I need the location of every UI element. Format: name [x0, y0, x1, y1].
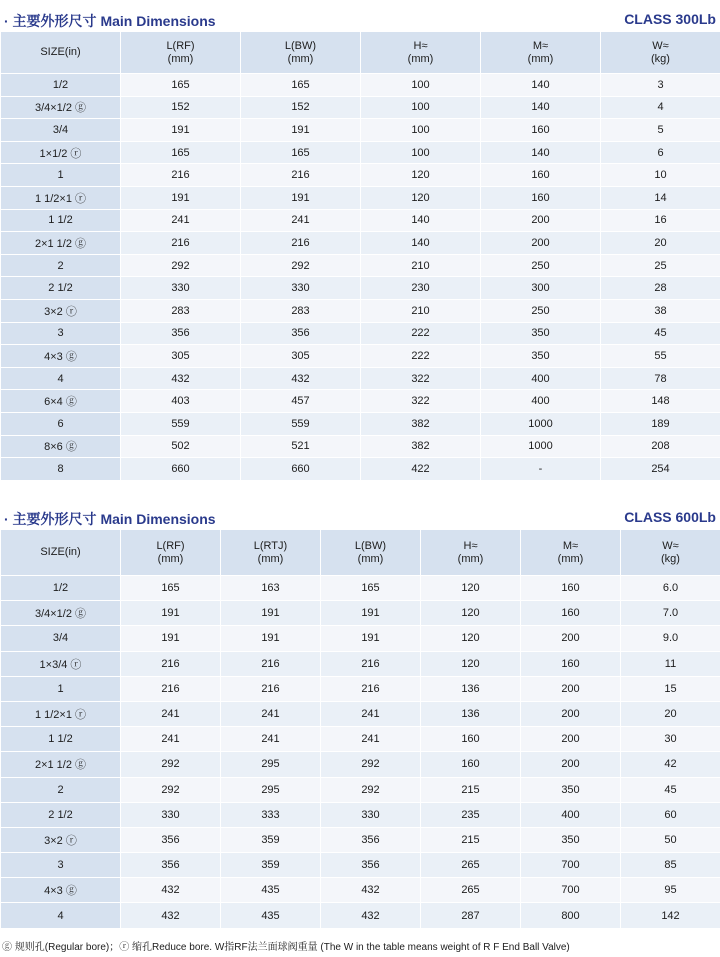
- table-row: [1, 74, 720, 97]
- value-cell: 6: [601, 141, 720, 164]
- value-cell: 160: [481, 186, 601, 209]
- size-cell: 1/2: [1, 576, 121, 601]
- size-cell: 3: [1, 322, 121, 345]
- value-cell: 432: [121, 903, 221, 928]
- value-cell: 359: [221, 853, 321, 878]
- size-cell: 1: [1, 676, 121, 701]
- value-cell: 165: [121, 576, 221, 601]
- value-cell: 16: [601, 209, 720, 232]
- size-cell: 8: [1, 458, 121, 481]
- value-cell: 140: [361, 232, 481, 255]
- value-cell: 6.0: [621, 576, 720, 601]
- value-cell: 283: [121, 299, 241, 322]
- value-cell: 78: [601, 367, 720, 390]
- value-cell: 165: [321, 576, 421, 601]
- size-cell: 2: [1, 254, 121, 277]
- value-cell: 95: [621, 878, 720, 903]
- value-cell: 350: [481, 322, 601, 345]
- value-cell: 305: [121, 345, 241, 368]
- value-cell: 222: [361, 345, 481, 368]
- table-row: [1, 119, 720, 142]
- column-header-unit: (mm): [457, 552, 484, 565]
- column-header-label: SIZE(in): [40, 46, 81, 58]
- value-cell: 25: [601, 254, 720, 277]
- table-row: [1, 626, 720, 651]
- class-600-section: [0, 503, 720, 929]
- value-cell: 191: [121, 119, 241, 142]
- value-cell: 435: [221, 903, 321, 928]
- table-row: [1, 827, 720, 852]
- size-cell: 3/4×1/2 ⓖ: [1, 601, 121, 626]
- value-cell: 191: [121, 626, 221, 651]
- value-cell: 292: [321, 752, 421, 777]
- column-header: [121, 530, 221, 576]
- table-row: [1, 777, 720, 802]
- table-row: [1, 727, 720, 752]
- size-cell: 3/4×1/2 ⓖ: [1, 96, 121, 119]
- column-header-unit: (kg): [651, 52, 670, 65]
- table-row: [1, 802, 720, 827]
- value-cell: 4: [601, 96, 720, 119]
- value-cell: 295: [221, 777, 321, 802]
- value-cell: 140: [481, 141, 601, 164]
- column-header-label: L(RF): [166, 39, 195, 52]
- value-cell: 191: [221, 626, 321, 651]
- value-cell: 191: [121, 601, 221, 626]
- value-cell: 200: [481, 232, 601, 255]
- value-cell: 292: [241, 254, 361, 277]
- value-cell: 521: [241, 435, 361, 458]
- value-cell: 30: [621, 727, 720, 752]
- size-cell: 3/4: [1, 626, 121, 651]
- size-cell: 4×3 ⓖ: [1, 345, 121, 368]
- value-cell: 330: [241, 277, 361, 300]
- value-cell: 28: [601, 277, 720, 300]
- column-header: [361, 32, 481, 74]
- value-cell: 241: [121, 727, 221, 752]
- value-cell: 55: [601, 345, 720, 368]
- footnote: ⓖ 规则孔(Regular bore)；ⓡ 缩孔Reduce bore. W指RF法兰面球阀重量 (The W in the table means weight of R F End Ball Valve): [2, 942, 570, 953]
- value-cell: 265: [421, 853, 521, 878]
- value-cell: 20: [621, 701, 720, 726]
- size-cell: 3×2 ⓡ: [1, 299, 121, 322]
- value-cell: 292: [321, 777, 421, 802]
- value-cell: 216: [321, 651, 421, 676]
- table-row: [1, 186, 720, 209]
- value-cell: 200: [521, 701, 621, 726]
- value-cell: 120: [361, 186, 481, 209]
- size-cell: 4: [1, 367, 121, 390]
- value-cell: 160: [421, 752, 521, 777]
- value-cell: 165: [121, 74, 241, 97]
- value-cell: 435: [221, 878, 321, 903]
- column-header-unit: (mm): [157, 552, 184, 565]
- value-cell: 800: [521, 903, 621, 928]
- size-cell: 1×1/2 ⓡ: [1, 141, 121, 164]
- value-cell: 216: [121, 164, 241, 187]
- value-cell: 191: [321, 626, 421, 651]
- table-row: [1, 299, 720, 322]
- table-row: [1, 254, 720, 277]
- class-300-label: CLASS 300Lb: [624, 11, 716, 27]
- value-cell: 100: [361, 74, 481, 97]
- size-cell: 2×1 1/2 ⓖ: [1, 232, 121, 255]
- column-header-label: W≈: [662, 539, 679, 552]
- value-cell: 152: [121, 96, 241, 119]
- column-header-label: SIZE(in): [40, 546, 81, 558]
- column-header-unit: (mm): [257, 552, 284, 565]
- value-cell: 160: [421, 727, 521, 752]
- table-row: [1, 345, 720, 368]
- value-cell: 356: [321, 853, 421, 878]
- value-cell: 265: [421, 878, 521, 903]
- value-cell: 432: [321, 878, 421, 903]
- value-cell: 432: [121, 878, 221, 903]
- table-row: [1, 232, 720, 255]
- value-cell: 222: [361, 322, 481, 345]
- value-cell: 160: [481, 119, 601, 142]
- class-600-title: · 主要外形尺寸 Main Dimensions: [4, 511, 216, 527]
- value-cell: 136: [421, 701, 521, 726]
- column-header-unit: (mm): [527, 52, 554, 65]
- value-cell: 20: [601, 232, 720, 255]
- value-cell: 215: [421, 777, 521, 802]
- value-cell: 241: [321, 701, 421, 726]
- value-cell: 191: [241, 186, 361, 209]
- column-header: [241, 32, 361, 74]
- class-300-section: [0, 5, 720, 481]
- size-cell: 3/4: [1, 119, 121, 142]
- column-header: [121, 32, 241, 74]
- value-cell: 350: [481, 345, 601, 368]
- column-header: [521, 530, 621, 576]
- table-row: [1, 878, 720, 903]
- size-cell: 1 1/2×1 ⓡ: [1, 186, 121, 209]
- column-header: [1, 32, 121, 74]
- class-600-label: CLASS 600Lb: [624, 509, 716, 525]
- value-cell: 322: [361, 390, 481, 413]
- table-row: [1, 676, 720, 701]
- value-cell: 11: [621, 651, 720, 676]
- size-cell: 1 1/2×1 ⓡ: [1, 701, 121, 726]
- value-cell: 350: [521, 827, 621, 852]
- value-cell: 382: [361, 435, 481, 458]
- value-cell: 3: [601, 74, 720, 97]
- value-cell: 250: [481, 299, 601, 322]
- value-cell: 100: [361, 119, 481, 142]
- column-header: [481, 32, 601, 74]
- table-row: [1, 435, 720, 458]
- column-header-label: L(RTJ): [253, 539, 288, 552]
- value-cell: 216: [121, 676, 221, 701]
- value-cell: 382: [361, 412, 481, 435]
- column-header: [421, 530, 521, 576]
- value-cell: 142: [621, 903, 720, 928]
- value-cell: 165: [121, 141, 241, 164]
- table-row: [1, 651, 720, 676]
- size-cell: 3: [1, 853, 121, 878]
- column-header: [321, 530, 421, 576]
- value-cell: 85: [621, 853, 720, 878]
- value-cell: 100: [361, 141, 481, 164]
- value-cell: 400: [481, 390, 601, 413]
- value-cell: 241: [121, 209, 241, 232]
- value-cell: 120: [421, 576, 521, 601]
- value-cell: 163: [221, 576, 321, 601]
- table-row: [1, 752, 720, 777]
- column-header: [601, 32, 720, 74]
- column-header-label: H≈: [463, 539, 478, 552]
- value-cell: 9.0: [621, 626, 720, 651]
- column-header-unit: (mm): [287, 52, 314, 65]
- value-cell: 356: [121, 827, 221, 852]
- value-cell: 333: [221, 802, 321, 827]
- value-cell: 292: [121, 254, 241, 277]
- table-row: [1, 277, 720, 300]
- value-cell: 295: [221, 752, 321, 777]
- value-cell: 241: [121, 701, 221, 726]
- value-cell: 359: [221, 827, 321, 852]
- table-row: [1, 141, 720, 164]
- column-header-label: H≈: [413, 39, 428, 52]
- value-cell: 292: [121, 752, 221, 777]
- column-header-label: L(RF): [156, 539, 185, 552]
- value-cell: 208: [601, 435, 720, 458]
- size-cell: 6×4 ⓖ: [1, 390, 121, 413]
- value-cell: 140: [481, 96, 601, 119]
- value-cell: 216: [241, 164, 361, 187]
- value-cell: 432: [321, 903, 421, 928]
- value-cell: 356: [321, 827, 421, 852]
- value-cell: 283: [241, 299, 361, 322]
- table-row: [1, 701, 720, 726]
- value-cell: 356: [241, 322, 361, 345]
- value-cell: 120: [421, 626, 521, 651]
- table-row: [1, 322, 720, 345]
- column-header: [221, 530, 321, 576]
- column-header-unit: (mm): [167, 52, 194, 65]
- value-cell: 60: [621, 802, 720, 827]
- value-cell: 45: [601, 322, 720, 345]
- size-cell: 1 1/2: [1, 209, 121, 232]
- value-cell: 165: [241, 74, 361, 97]
- value-cell: 210: [361, 299, 481, 322]
- value-cell: 403: [121, 390, 241, 413]
- value-cell: 200: [521, 727, 621, 752]
- size-cell: 1×3/4 ⓡ: [1, 651, 121, 676]
- value-cell: 254: [601, 458, 720, 481]
- size-cell: 6: [1, 412, 121, 435]
- size-cell: 2: [1, 777, 121, 802]
- size-cell: 8×6 ⓖ: [1, 435, 121, 458]
- value-cell: 241: [321, 727, 421, 752]
- value-cell: 287: [421, 903, 521, 928]
- value-cell: 330: [121, 277, 241, 300]
- value-cell: 241: [221, 701, 321, 726]
- column-header-unit: (mm): [357, 552, 384, 565]
- value-cell: 1000: [481, 412, 601, 435]
- value-cell: 189: [601, 412, 720, 435]
- value-cell: 42: [621, 752, 720, 777]
- table-row: [1, 367, 720, 390]
- value-cell: 700: [521, 878, 621, 903]
- value-cell: 1000: [481, 435, 601, 458]
- column-header-unit: (kg): [661, 552, 680, 565]
- value-cell: 230: [361, 277, 481, 300]
- table-row: [1, 903, 720, 928]
- value-cell: 559: [241, 412, 361, 435]
- value-cell: 216: [321, 676, 421, 701]
- value-cell: 15: [621, 676, 720, 701]
- value-cell: 457: [241, 390, 361, 413]
- value-cell: 200: [481, 209, 601, 232]
- class-600-table: [0, 529, 720, 929]
- table-row: [1, 601, 720, 626]
- value-cell: 210: [361, 254, 481, 277]
- table-row: [1, 412, 720, 435]
- value-cell: 502: [121, 435, 241, 458]
- value-cell: 5: [601, 119, 720, 142]
- value-cell: 300: [481, 277, 601, 300]
- table-row: [1, 458, 720, 481]
- class-300-table: [0, 31, 720, 481]
- size-cell: 3×2 ⓡ: [1, 827, 121, 852]
- value-cell: 422: [361, 458, 481, 481]
- value-cell: 7.0: [621, 601, 720, 626]
- value-cell: 292: [121, 777, 221, 802]
- value-cell: 322: [361, 367, 481, 390]
- value-cell: 356: [121, 853, 221, 878]
- size-cell: 4: [1, 903, 121, 928]
- value-cell: 160: [481, 164, 601, 187]
- size-cell: 1/2: [1, 74, 121, 97]
- value-cell: 216: [121, 232, 241, 255]
- column-header-label: L(BW): [354, 539, 387, 552]
- class-600-header-row: [1, 530, 720, 576]
- class-300-title: · 主要外形尺寸 Main Dimensions: [4, 13, 216, 29]
- column-header-label: W≈: [652, 39, 669, 52]
- value-cell: 10: [601, 164, 720, 187]
- value-cell: 50: [621, 827, 720, 852]
- value-cell: -: [481, 458, 601, 481]
- value-cell: 305: [241, 345, 361, 368]
- value-cell: 216: [221, 676, 321, 701]
- value-cell: 191: [241, 119, 361, 142]
- size-cell: 2×1 1/2 ⓖ: [1, 752, 121, 777]
- value-cell: 140: [361, 209, 481, 232]
- value-cell: 100: [361, 96, 481, 119]
- table-row: [1, 164, 720, 187]
- value-cell: 432: [241, 367, 361, 390]
- value-cell: 200: [521, 676, 621, 701]
- value-cell: 559: [121, 412, 241, 435]
- size-cell: 4×3 ⓖ: [1, 878, 121, 903]
- value-cell: 200: [521, 752, 621, 777]
- value-cell: 136: [421, 676, 521, 701]
- value-cell: 660: [241, 458, 361, 481]
- value-cell: 45: [621, 777, 720, 802]
- value-cell: 660: [121, 458, 241, 481]
- column-header: [1, 530, 121, 576]
- value-cell: 14: [601, 186, 720, 209]
- value-cell: 160: [521, 576, 621, 601]
- value-cell: 700: [521, 853, 621, 878]
- value-cell: 216: [121, 651, 221, 676]
- value-cell: 140: [481, 74, 601, 97]
- value-cell: 235: [421, 802, 521, 827]
- size-cell: 2 1/2: [1, 277, 121, 300]
- column-header-unit: (mm): [407, 52, 434, 65]
- table-row: [1, 576, 720, 601]
- class-300-title-bar: [0, 5, 720, 31]
- value-cell: 241: [221, 727, 321, 752]
- value-cell: 216: [221, 651, 321, 676]
- value-cell: 191: [121, 186, 241, 209]
- value-cell: 152: [241, 96, 361, 119]
- value-cell: 165: [241, 141, 361, 164]
- value-cell: 191: [221, 601, 321, 626]
- size-cell: 1: [1, 164, 121, 187]
- value-cell: 432: [121, 367, 241, 390]
- value-cell: 215: [421, 827, 521, 852]
- column-header-unit: (mm): [557, 552, 584, 565]
- table-row: [1, 853, 720, 878]
- value-cell: 400: [481, 367, 601, 390]
- value-cell: 330: [321, 802, 421, 827]
- value-cell: 120: [421, 601, 521, 626]
- value-cell: 120: [421, 651, 521, 676]
- value-cell: 350: [521, 777, 621, 802]
- value-cell: 250: [481, 254, 601, 277]
- value-cell: 200: [521, 626, 621, 651]
- value-cell: 160: [521, 651, 621, 676]
- class-600-title-bar: [0, 503, 720, 529]
- value-cell: 38: [601, 299, 720, 322]
- value-cell: 330: [121, 802, 221, 827]
- value-cell: 120: [361, 164, 481, 187]
- column-header-label: M≈: [532, 39, 549, 52]
- column-header-label: M≈: [562, 539, 579, 552]
- value-cell: 356: [121, 322, 241, 345]
- value-cell: 400: [521, 802, 621, 827]
- column-header-label: L(BW): [284, 39, 317, 52]
- value-cell: 148: [601, 390, 720, 413]
- value-cell: 191: [321, 601, 421, 626]
- class-300-header-row: [1, 32, 720, 74]
- value-cell: 241: [241, 209, 361, 232]
- value-cell: 216: [241, 232, 361, 255]
- table-row: [1, 96, 720, 119]
- column-header: [621, 530, 720, 576]
- size-cell: 1 1/2: [1, 727, 121, 752]
- size-cell: 2 1/2: [1, 802, 121, 827]
- value-cell: 160: [521, 601, 621, 626]
- table-row: [1, 209, 720, 232]
- table-row: [1, 390, 720, 413]
